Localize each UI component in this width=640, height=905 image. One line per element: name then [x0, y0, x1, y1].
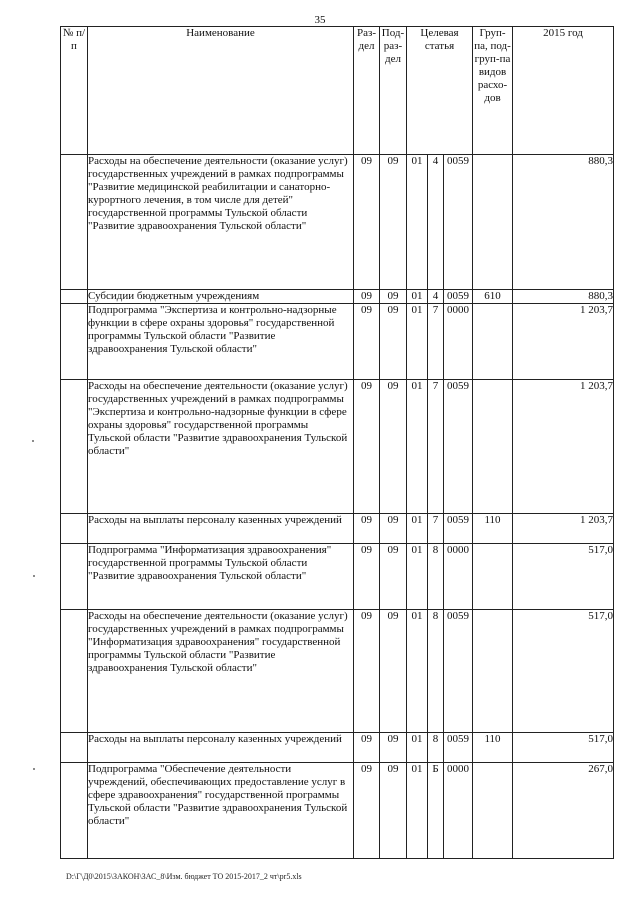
row-num-cell [61, 763, 88, 859]
header-podrazdel: Под-раз-дел [380, 27, 407, 155]
header-row [61, 27, 614, 155]
row-razdel-cell: 09 [354, 763, 380, 859]
row-group-cell: 110 [473, 733, 513, 763]
row-target-direction-cell: 0059 [444, 155, 473, 290]
row-target-program-cell: 01 [407, 380, 428, 514]
row-amount-cell: 1 203,7 [513, 304, 614, 380]
row-target-direction-cell: 0000 [444, 304, 473, 380]
row-name-cell: Субсидии бюджетным учреждениям [88, 290, 354, 304]
row-name-cell: Расходы на обеспечение деятельности (оказание услуг) государственных учреждений в рамках подпрограммы "Экспертиза и контрольно-надзорные функции в сфере охраны здоровья" государственной программы Тульской области "Развитие здравоохранения Тульской области" [88, 380, 354, 514]
row-num-cell [61, 380, 88, 514]
header-razdel: Раз-дел [354, 27, 380, 155]
row-amount-cell: 517,0 [513, 733, 614, 763]
footer-file-path: D:\Г\Д0\2015\ЗАКОН\ЗАС_8\Изм. бюджет ТО 2015-2017_2 чт\pr5.xls [66, 872, 302, 881]
row-target-direction-cell: 0059 [444, 610, 473, 733]
row-name-cell: Подпрограмма "Обеспечение деятельности учреждений, обеспечивающих предоставление услуг в сфере здравоохранения" государственной программы Тульской области "Развитие здравоохранения Тульской области" [88, 763, 354, 859]
row-name-cell: Расходы на выплаты персоналу казенных учреждений [88, 514, 354, 544]
row-target-program-cell: 01 [407, 733, 428, 763]
row-podrazdel-cell: 09 [380, 610, 407, 733]
header-target: Целевая статья [407, 27, 473, 155]
row-amount-cell: 880,3 [513, 155, 614, 290]
table-row [61, 763, 614, 859]
row-group-cell [473, 763, 513, 859]
row-name-cell: Расходы на обеспечение деятельности (оказание услуг) государственных учреждений в рамках подпрограммы "Развитие медицинской реабилитации и санаторно-курортного лечения, в том числе для детей" государственной программы Тульской области "Развитие здравоохранения Тульской области" [88, 155, 354, 290]
row-target-subprogram-cell: 4 [428, 290, 444, 304]
row-razdel-cell: 09 [354, 290, 380, 304]
table-row [61, 514, 614, 544]
row-amount-cell: 1 203,7 [513, 380, 614, 514]
row-target-subprogram-cell: 7 [428, 304, 444, 380]
row-target-program-cell: 01 [407, 544, 428, 610]
row-razdel-cell: 09 [354, 610, 380, 733]
row-target-program-cell: 01 [407, 304, 428, 380]
table-row [61, 733, 614, 763]
row-podrazdel-cell: 09 [380, 290, 407, 304]
row-podrazdel-cell: 09 [380, 304, 407, 380]
row-group-cell [473, 610, 513, 733]
scan-speck [33, 575, 35, 577]
row-razdel-cell: 09 [354, 544, 380, 610]
budget-table [60, 26, 614, 859]
row-razdel-cell: 09 [354, 304, 380, 380]
row-target-subprogram-cell: 8 [428, 544, 444, 610]
row-name-cell: Подпрограмма "Экспертиза и контрольно-надзорные функции в сфере охраны здоровья" государственной программы Тульской области "Развитие здравоохранения Тульской области" [88, 304, 354, 380]
row-target-program-cell: 01 [407, 610, 428, 733]
row-num-cell [61, 610, 88, 733]
row-podrazdel-cell: 09 [380, 155, 407, 290]
row-target-direction-cell: 0059 [444, 290, 473, 304]
row-target-direction-cell: 0059 [444, 733, 473, 763]
table-row [61, 610, 614, 733]
scan-speck [32, 440, 34, 442]
row-razdel-cell: 09 [354, 733, 380, 763]
row-amount-cell: 267,0 [513, 763, 614, 859]
row-podrazdel-cell: 09 [380, 514, 407, 544]
header-num: № п/п [61, 27, 88, 155]
row-group-cell [473, 304, 513, 380]
row-target-subprogram-cell: 8 [428, 610, 444, 733]
row-group-cell [473, 544, 513, 610]
table-row [61, 544, 614, 610]
row-target-direction-cell: 0000 [444, 544, 473, 610]
row-target-program-cell: 01 [407, 290, 428, 304]
row-num-cell [61, 290, 88, 304]
row-target-direction-cell: 0059 [444, 514, 473, 544]
row-group-cell [473, 155, 513, 290]
row-target-subprogram-cell: 8 [428, 733, 444, 763]
row-num-cell [61, 514, 88, 544]
table-row [61, 304, 614, 380]
table-row [61, 290, 614, 304]
row-num-cell [61, 733, 88, 763]
row-podrazdel-cell: 09 [380, 733, 407, 763]
row-razdel-cell: 09 [354, 380, 380, 514]
row-amount-cell: 880,3 [513, 290, 614, 304]
row-name-cell: Расходы на обеспечение деятельности (оказание услуг) государственных учреждений в рамках подпрограммы "Информатизация здравоохранения" государственной программы Тульской области "Развитие здравоохранения Тульской области" [88, 610, 354, 733]
row-amount-cell: 517,0 [513, 610, 614, 733]
row-num-cell [61, 155, 88, 290]
row-target-program-cell: 01 [407, 155, 428, 290]
table-row [61, 380, 614, 514]
header-group: Груп-па, под-груп-па видов расхо-дов [473, 27, 513, 155]
row-target-direction-cell: 0059 [444, 380, 473, 514]
row-target-program-cell: 01 [407, 514, 428, 544]
row-num-cell [61, 544, 88, 610]
row-group-cell [473, 380, 513, 514]
row-target-subprogram-cell: 4 [428, 155, 444, 290]
row-name-cell: Подпрограмма "Информатизация здравоохранения" государственной программы Тульской области "Развитие здравоохранения Тульской области" [88, 544, 354, 610]
scan-speck [33, 768, 35, 770]
row-target-subprogram-cell: 7 [428, 380, 444, 514]
row-podrazdel-cell: 09 [380, 763, 407, 859]
row-target-direction-cell: 0000 [444, 763, 473, 859]
row-razdel-cell: 09 [354, 155, 380, 290]
row-podrazdel-cell: 09 [380, 544, 407, 610]
table-row [61, 155, 614, 290]
row-target-subprogram-cell: 7 [428, 514, 444, 544]
row-group-cell: 110 [473, 514, 513, 544]
row-target-subprogram-cell: Б [428, 763, 444, 859]
row-razdel-cell: 09 [354, 514, 380, 544]
row-target-program-cell: 01 [407, 763, 428, 859]
row-podrazdel-cell: 09 [380, 380, 407, 514]
row-amount-cell: 1 203,7 [513, 514, 614, 544]
row-num-cell [61, 304, 88, 380]
page-number: 35 [314, 14, 326, 26]
header-year: 2015 год [513, 27, 614, 155]
row-amount-cell: 517,0 [513, 544, 614, 610]
header-name: Наименование [88, 27, 354, 155]
row-name-cell: Расходы на выплаты персоналу казенных учреждений [88, 733, 354, 763]
row-group-cell: 610 [473, 290, 513, 304]
